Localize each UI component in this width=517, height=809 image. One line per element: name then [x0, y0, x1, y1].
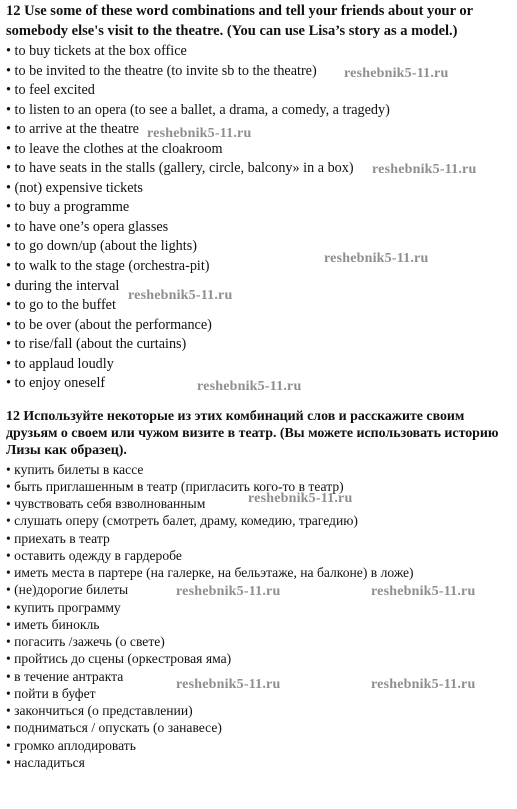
english-heading: 12 Use some of these word combinations and tell your friends about your or somebody else's visit to the theatre. (You can use Lisa’s story as a model.) [6, 3, 473, 39]
list-item: • пройтись до сцены (оркестровая яма) [6, 651, 232, 667]
list-item: • купить билеты в кассе [6, 461, 144, 477]
list-item: • to walk to the stage (orchestra-pit) [6, 258, 210, 275]
list-item: • подниматься / опускать (о занавесе) [6, 720, 222, 736]
watermark: reshebnik5-11.ru [176, 584, 281, 599]
list-item: • слушать оперу (смотреть балет, драму, комедию, трагедию) [6, 513, 358, 529]
list-item: • to arrive at the theatre [6, 121, 139, 138]
list-item: • to have one’s opera glasses [6, 218, 169, 235]
list-item: • в течение антракта [6, 668, 124, 684]
watermark: reshebnik5-11.ru [128, 288, 233, 303]
russian-word-list [6, 461, 511, 772]
list-item: • оставить одежду в гардеробе [6, 547, 182, 563]
watermark: reshebnik5-11.ru [176, 677, 281, 692]
list-item: • приехать в театр [6, 530, 110, 546]
watermark: reshebnik5-11.ru [372, 162, 477, 177]
list-item: • to rise/fall (about the curtains) [6, 336, 187, 353]
list-item: • насладиться [6, 754, 85, 770]
english-word-list [6, 42, 511, 394]
list-item: • to go to the buffet [6, 297, 116, 314]
list-item: • to applaud loudly [6, 355, 114, 372]
watermark: reshebnik5-11.ru [147, 126, 252, 141]
list-item: • чувствовать себя взволнованным [6, 496, 206, 512]
russian-heading: 12 Используйте некоторые из этих комбинаций слов и расскажите своим друзьям о своем или чужом визите в театр. (Вы можете использовать историю Лизы как образец). [6, 409, 499, 459]
list-item: • to enjoy oneself [6, 375, 106, 392]
list-item: • погасить /зажечь (о свете) [6, 634, 165, 650]
list-item: • to go down/up (about the lights) [6, 238, 197, 255]
list-item: • иметь бинокль [6, 616, 100, 632]
list-item: • to listen to an opera (to see a ballet, a drama, a comedy, a tragedy) [6, 101, 390, 118]
list-item: • (не)дорогие билеты [6, 582, 129, 598]
english-exercise [6, 2, 511, 394]
list-item: • to buy a programme [6, 199, 130, 216]
list-item: • to feel excited [6, 82, 95, 99]
list-item: • купить программу [6, 599, 121, 615]
watermark: reshebnik5-11.ru [324, 251, 429, 266]
watermark: reshebnik5-11.ru [197, 379, 302, 394]
list-item: • to buy tickets at the box office [6, 43, 187, 59]
list-item: • (not) expensive tickets [6, 179, 143, 196]
watermark: reshebnik5-11.ru [371, 584, 476, 599]
list-item: • иметь места в партере (на галерке, на бельэтаже, на балконе) в ложе) [6, 565, 414, 581]
list-item: • during the interval [6, 277, 120, 294]
watermark: reshebnik5-11.ru [371, 677, 476, 692]
list-item: • громко аплодировать [6, 737, 136, 753]
list-item: • пойти в буфет [6, 685, 96, 701]
list-item: • to have seats in the stalls (gallery, circle, balcony» in a box) [6, 160, 354, 177]
watermark: reshebnik5-11.ru [248, 491, 353, 506]
list-item: • быть приглашенным в театр (пригласить кого-то в театр) [6, 478, 344, 494]
list-item: • to be invited to the theatre (to invite sb to the theatre) [6, 62, 317, 79]
watermark: reshebnik5-11.ru [344, 66, 449, 81]
list-item: • to be over (about the performance) [6, 316, 212, 333]
list-item: • to leave the clothes at the cloakroom [6, 140, 223, 157]
list-item: • закончиться (о представлении) [6, 703, 193, 719]
